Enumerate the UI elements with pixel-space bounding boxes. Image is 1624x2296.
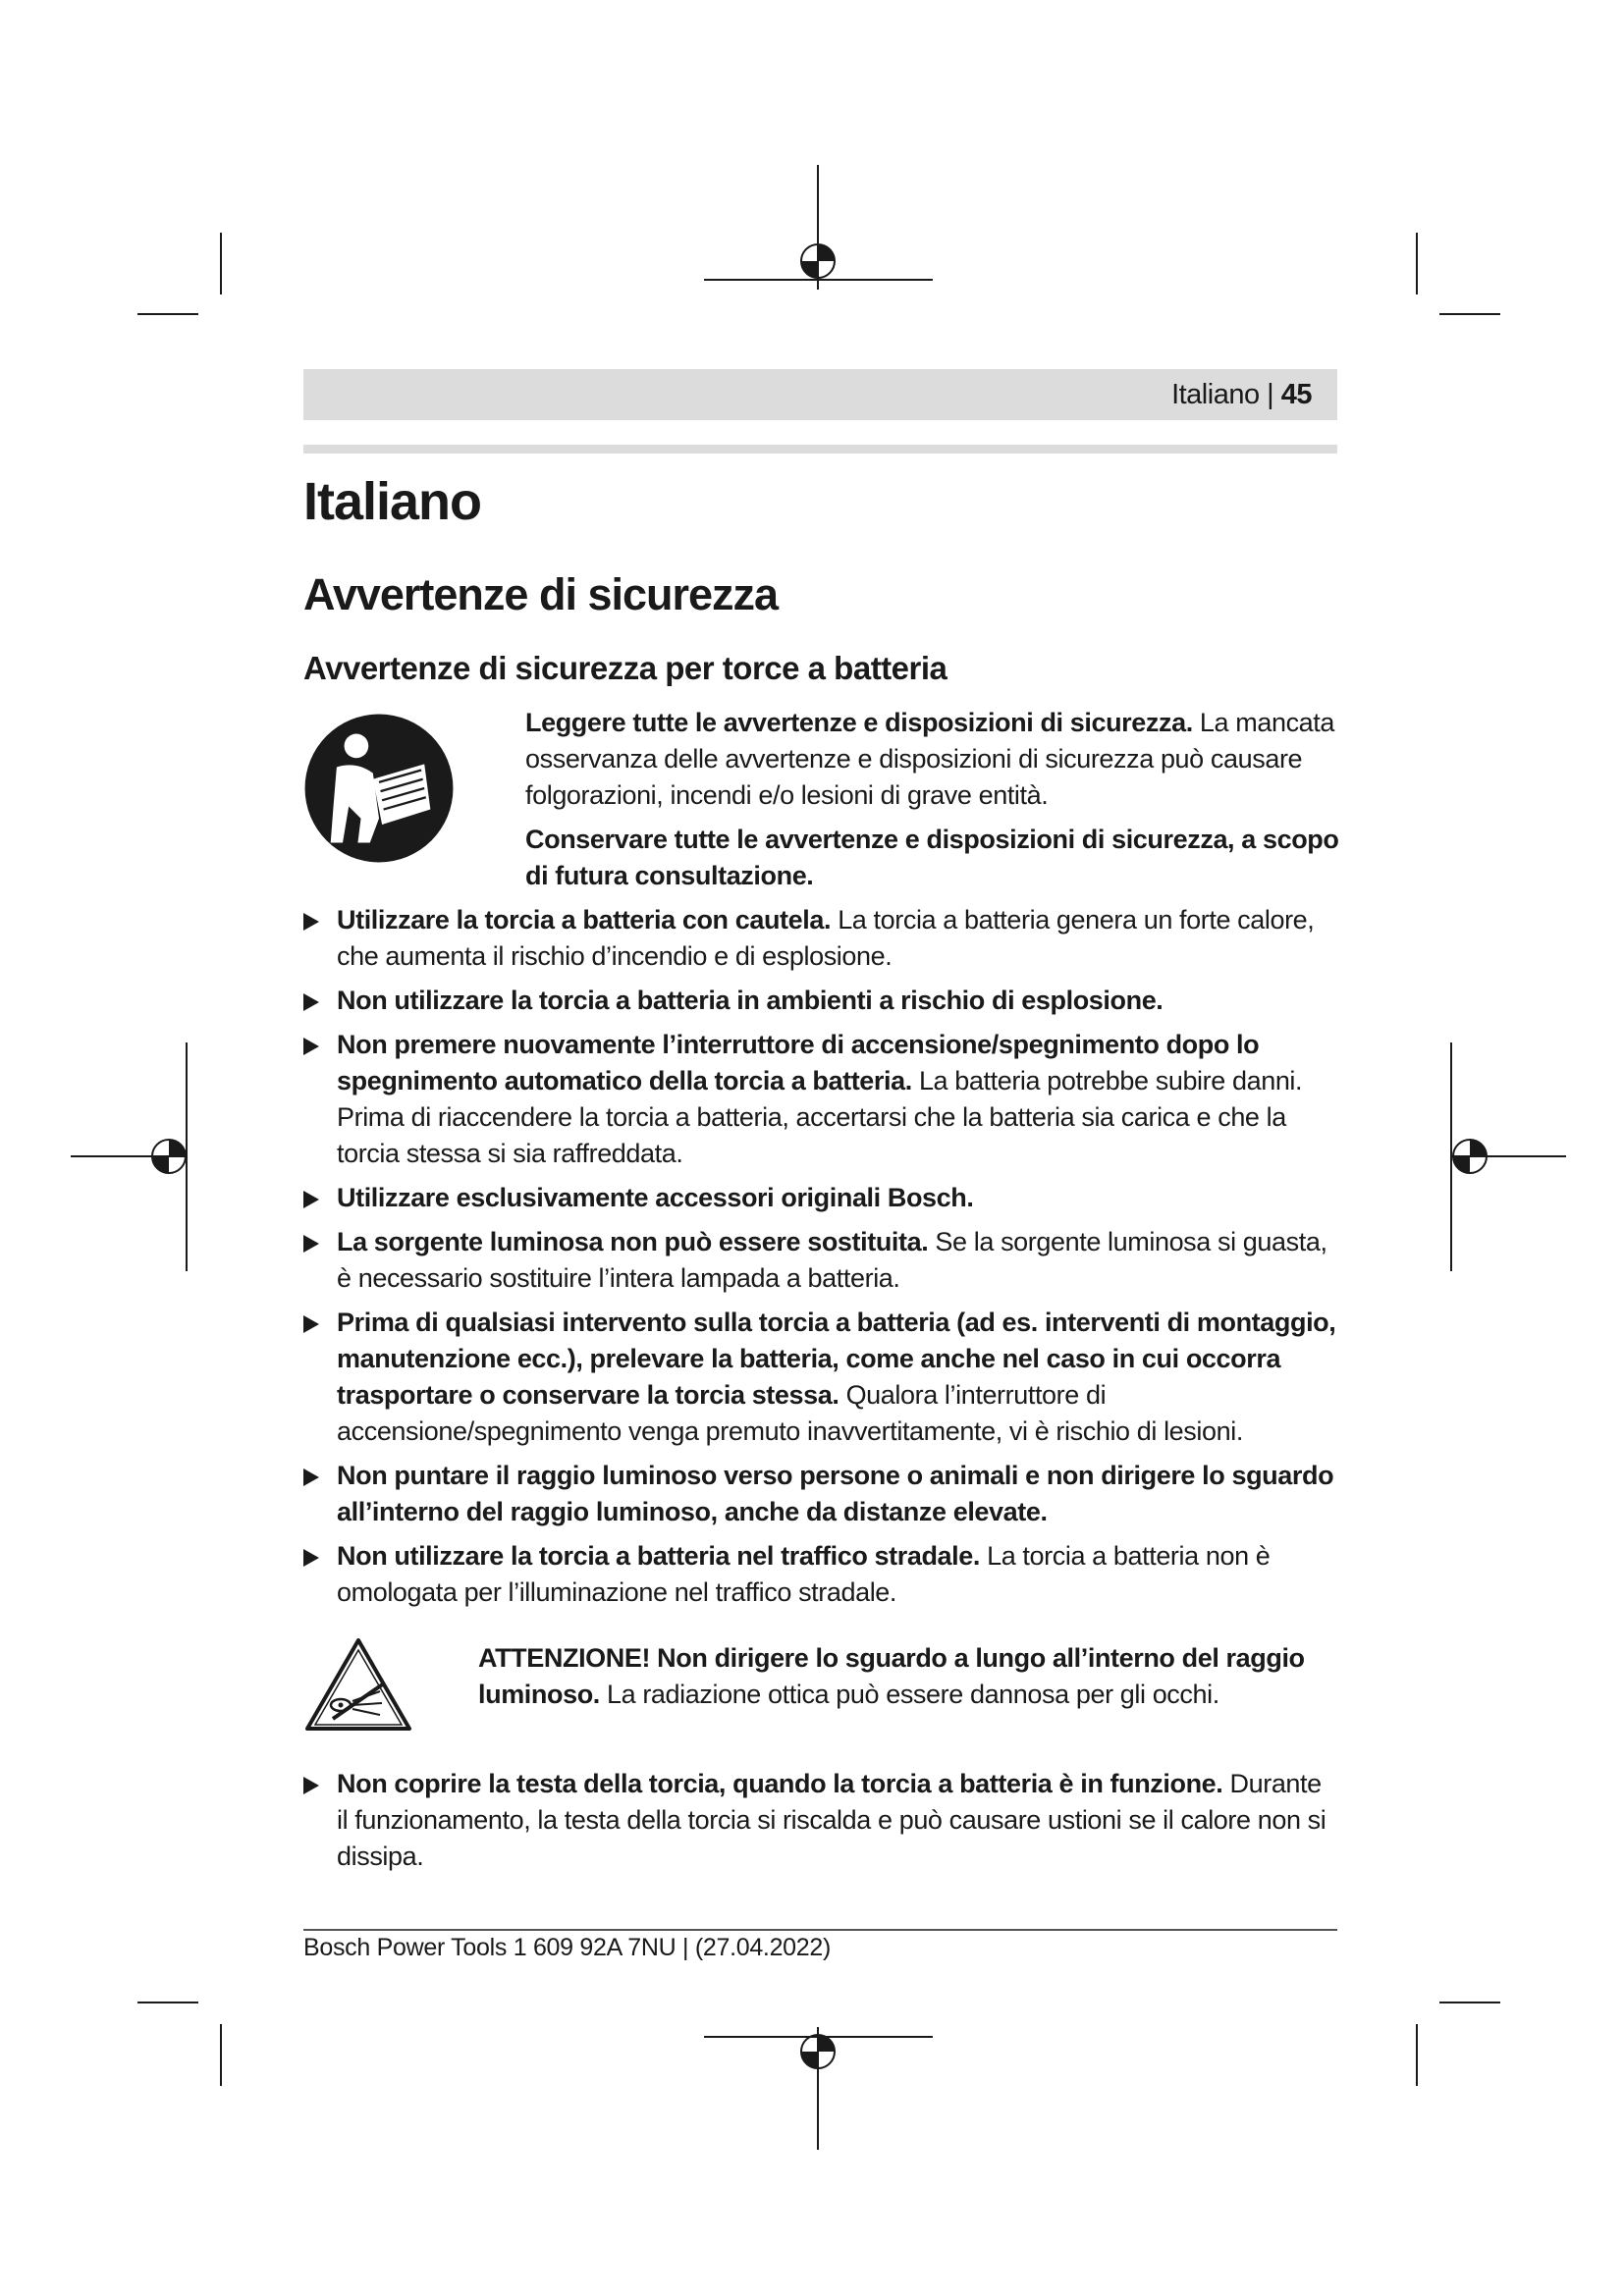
list-item (303, 1027, 1339, 1172)
subsection-title: Avvertenze di sicurezza per torce a batteria (303, 650, 947, 686)
bullet-text: Qualora l’interruttore di accensione/spegnimento venga premuto inavvertitamente, vi è rischio di lesioni. (337, 1380, 1243, 1446)
header-text (1171, 379, 1312, 411)
safety-bullet-list (303, 902, 1339, 1611)
bullet-triangle-icon (303, 1038, 319, 1055)
intro-block (303, 705, 1339, 902)
bullet-triangle-icon (303, 1191, 319, 1208)
header-rule (303, 445, 1337, 454)
bullet-text: La torcia a batteria genera un forte calore, che aumenta il rischio d’incendio e di esplosione. (337, 905, 1315, 971)
bullet-triangle-icon (303, 1468, 319, 1486)
bullet-triangle-icon (303, 1315, 319, 1333)
page-title: Italiano (303, 472, 482, 531)
header-language: Italiano (1171, 379, 1260, 410)
main-content (303, 705, 1339, 1883)
list-item (303, 1458, 1339, 1530)
bullet-bold: Utilizzare esclusivamente accessori originali Bosch. (337, 1183, 974, 1212)
bullet-bold: Utilizzare la torcia a batteria con cautela. (337, 905, 832, 934)
bullet-bold: Non premere nuovamente l’interruttore di accensione/spegnimento dopo lo spegnimento automatico della torcia a batteria. (337, 1030, 1260, 1095)
list-item (303, 983, 1339, 1019)
bullet-triangle-icon (303, 1777, 319, 1794)
page-footer: Bosch Power Tools 1 609 92A 7NU | (27.04.2022) (303, 1934, 832, 1961)
list-item (303, 1180, 1339, 1216)
bullet-bold: La sorgente luminosa non può essere sostituita. (337, 1227, 929, 1256)
safety-bullet-list-end (303, 1766, 1339, 1875)
read-manual-icon (303, 705, 525, 874)
intro-paragraph-2 (525, 822, 1339, 894)
warning-text (478, 1636, 1339, 1713)
list-item (303, 902, 1339, 975)
page-number: 45 (1280, 379, 1312, 410)
no-stare-into-beam-icon (303, 1636, 478, 1744)
bullet-text: La batteria potrebbe subire danni. Prima di riaccendere la torcia a batteria, accertarsi che la batteria sia carica e che la torcia stessa si sia raffreddata. (337, 1066, 1303, 1168)
bullet-text: Se la sorgente luminosa si guasta, è necessario sostituire l’intera lampada a batteria. (337, 1227, 1327, 1293)
bullet-text: La torcia a batteria non è omologata per l’illuminazione nel traffico stradale. (337, 1541, 1271, 1607)
warning-bold: ATTENZIONE! Non dirigere lo sguardo a lungo all’interno del raggio luminoso. (478, 1643, 1305, 1709)
intro-paragraph-1 (525, 705, 1339, 814)
intro-p1-text: La mancata osservanza delle avvertenze e disposizioni di sicurezza può causare folgorazioni, incendi e/o lesioni di grave entità. (525, 708, 1335, 810)
footer-rule (303, 1929, 1337, 1931)
bullet-bold: Non coprire la testa della torcia, quando la torcia a batteria è in funzione. (337, 1769, 1223, 1798)
intro-p1-bold: Leggere tutte le avvertenze e disposizioni di sicurezza. (525, 708, 1193, 737)
warning-body: La radiazione ottica può essere dannosa per gli occhi. (599, 1680, 1219, 1709)
bullet-bold: Prima di qualsiasi intervento sulla torcia a batteria (ad es. interventi di montaggio, manutenzione ecc.), prelevare la batteria, come anche nel caso in cui occorra trasportare o conservare la torcia stessa. (337, 1308, 1336, 1410)
bullet-bold: Non utilizzare la torcia a batteria nel traffico stradale. (337, 1541, 980, 1571)
list-item (303, 1305, 1339, 1450)
bullet-triangle-icon (303, 993, 319, 1011)
bullet-triangle-icon (303, 1549, 319, 1567)
section-title: Avvertenze di sicurezza (303, 569, 779, 619)
intro-p2-bold: Conservare tutte le avvertenze e disposizioni di sicurezza, a scopo di futura consultazione. (525, 825, 1339, 890)
header-separator: | (1259, 379, 1281, 410)
eye-warning-block (303, 1636, 1339, 1744)
intro-text (525, 705, 1339, 902)
bullet-text: Durante il funzionamento, la testa della torcia si riscalda e può causare ustioni se il calore non si dissipa. (337, 1769, 1326, 1871)
list-item (303, 1538, 1339, 1611)
page-header (303, 369, 1337, 420)
bullet-bold: Non utilizzare la torcia a batteria in ambienti a rischio di esplosione. (337, 986, 1164, 1015)
list-item (303, 1766, 1339, 1875)
bullet-triangle-icon (303, 1235, 319, 1253)
bullet-triangle-icon (303, 913, 319, 931)
bullet-bold: Non puntare il raggio luminoso verso persone o animali e non dirigere lo sguardo all’interno del raggio luminoso, anche da distanze elevate. (337, 1461, 1334, 1526)
list-item (303, 1224, 1339, 1297)
